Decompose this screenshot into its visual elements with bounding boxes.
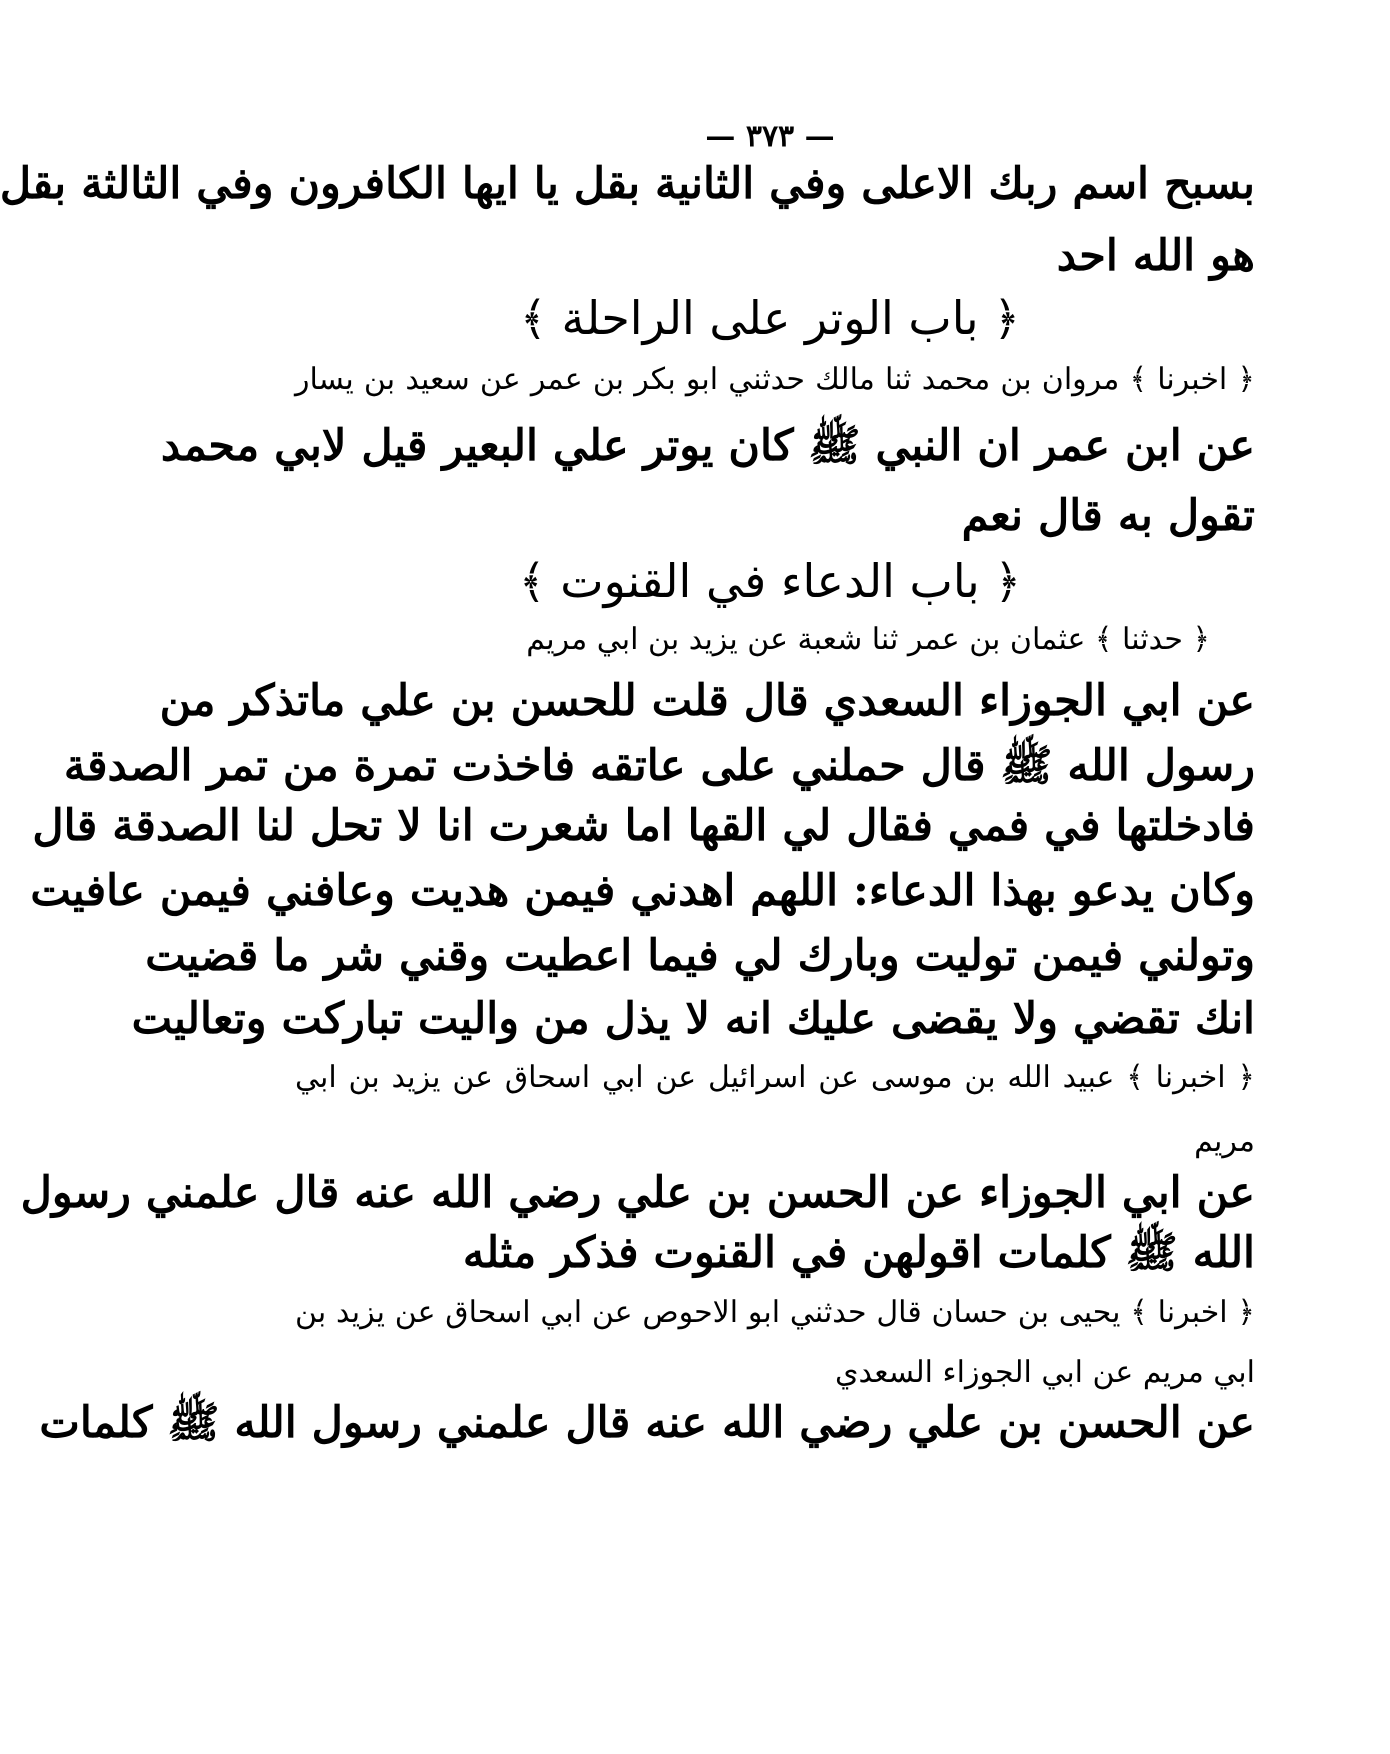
text-line: عن الحسن بن علي رضي الله عنه قال علمني رسول الله ﷺ كلمات	[39, 1398, 1255, 1448]
isnad-line: ﴿ اخبرنا ﴾ يحيى بن حسان قال حدثني ابو الاحوص عن ابي اسحاق عن يزيد بن	[295, 1295, 1255, 1330]
text-line: وتولني فيمن توليت وبارك لي فيما اعطيت وقني شر ما قضيت	[145, 931, 1255, 981]
isnad-line: ﴿ اخبرنا ﴾ عبيد الله بن موسى عن اسرائيل عن ابي اسحاق عن يزيد بن ابي	[295, 1060, 1255, 1095]
section-heading: ﴿ باب الوتر على الراحلة ﴾	[519, 291, 1021, 345]
text-line: عن ابي الجوزاء السعدي قال قلت للحسن بن علي ماتذكر من	[159, 676, 1255, 726]
isnad-line: مريم	[1194, 1124, 1255, 1159]
text-line: انك تقضي ولا يقضى عليك انه لا يذل من واليت تباركت وتعاليت	[131, 994, 1255, 1044]
text-line: وكان يدعو بهذا الدعاء: اللهم اهدني فيمن هديت وعافني فيمن عافيت	[30, 866, 1255, 916]
text-line: هو الله احد	[1056, 231, 1255, 281]
isnad-line: ﴿ اخبرنا ﴾ مروان بن محمد ثنا مالك حدثني ابو بكر بن عمر عن سعيد بن يسار	[295, 362, 1255, 397]
text-line: عن ابي الجوزاء عن الحسن بن علي رضي الله عنه قال علمني رسول	[20, 1168, 1255, 1218]
isnad-line: ابي مريم عن ابي الجوزاء السعدي	[835, 1355, 1255, 1390]
text-line: عن ابن عمر ان النبي ﷺ كان يوتر علي البعير قيل لابي محمد	[160, 421, 1255, 471]
section-heading: ﴿ باب الدعاء في القنوت ﴾	[518, 554, 1022, 608]
text-line: فادخلتها في فمي فقال لي القها اما شعرت انا لا تحل لنا الصدقة قال	[32, 801, 1255, 851]
text-line: رسول الله ﷺ قال حملني على عاتقه فاخذت تمرة من تمر الصدقة	[63, 741, 1255, 791]
isnad-line: ﴿ حدثنا ﴾ عثمان بن عمر ثنا شعبة عن يزيد بن ابي مريم	[526, 622, 1210, 657]
text-line: بسبح اسم ربك الاعلى وفي الثانية بقل يا ايها الكافرون وفي الثالثة بقل	[0, 159, 1255, 209]
text-line: تقول به قال نعم	[961, 491, 1255, 541]
text-line: الله ﷺ كلمات اقولهن في القنوت فذكر مثله	[462, 1228, 1255, 1278]
page-number: — ٣٧٣ —	[705, 119, 835, 154]
